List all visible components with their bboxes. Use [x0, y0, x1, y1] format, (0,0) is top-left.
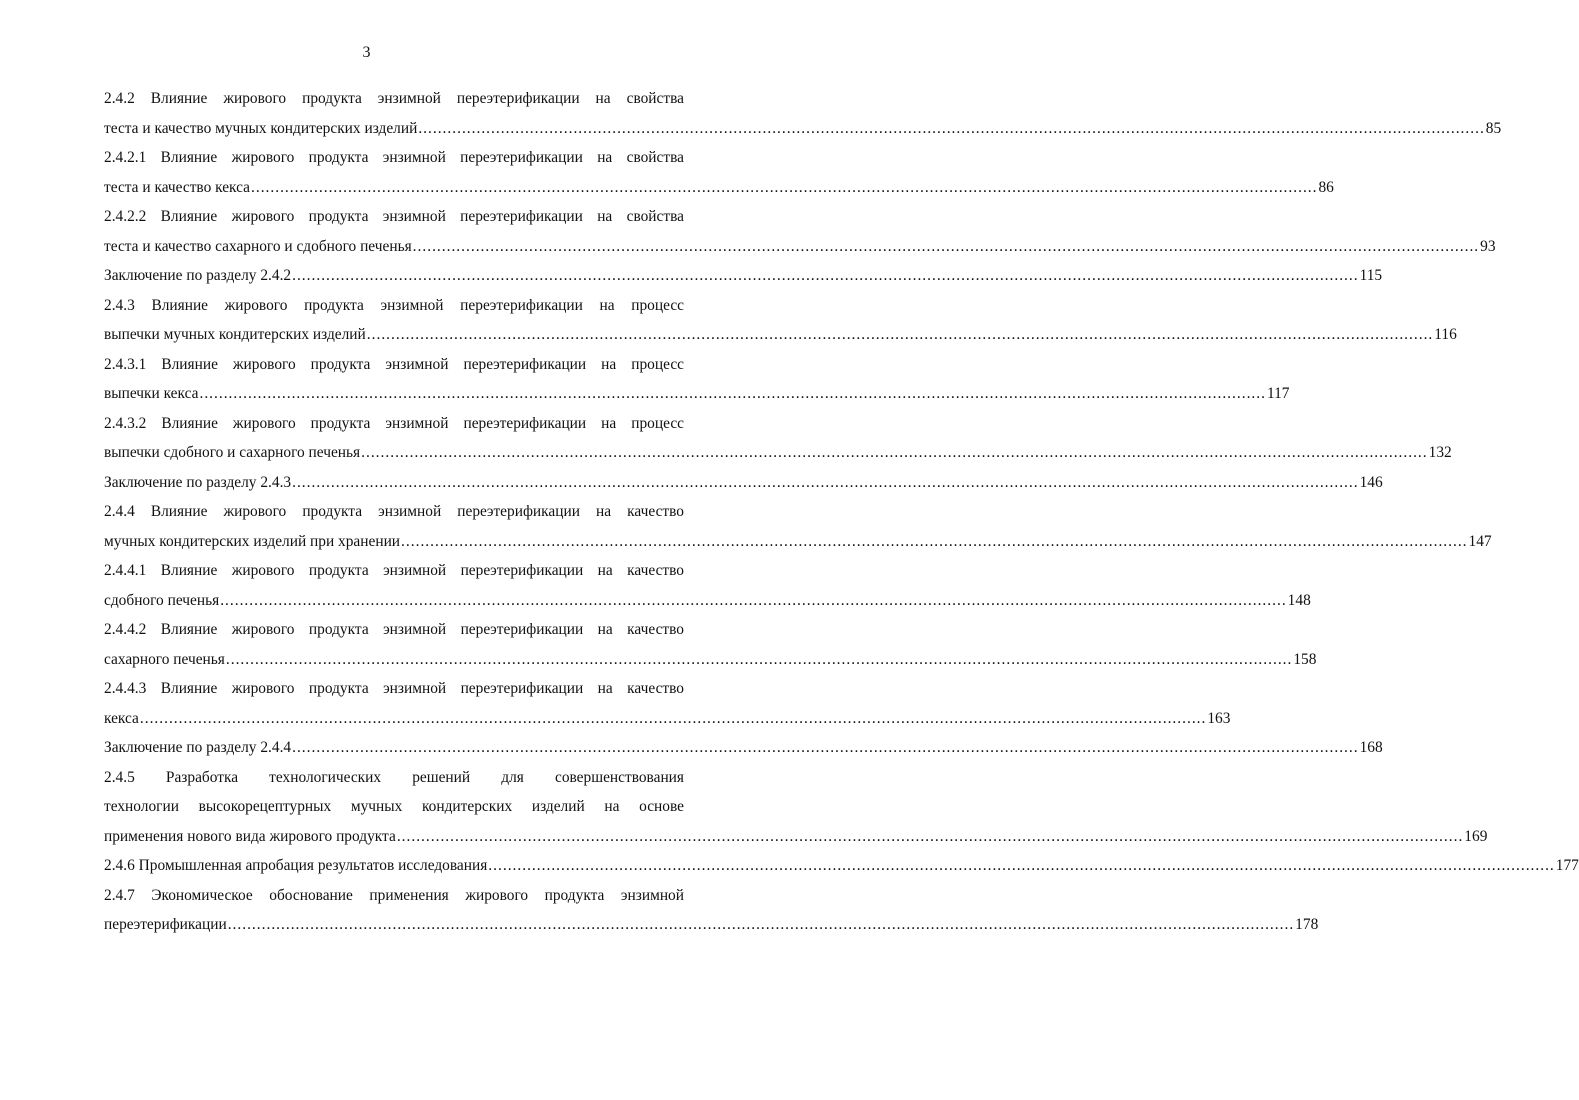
toc-entry-page-number: 168: [1359, 739, 1383, 756]
toc-entry-page-number: 115: [1359, 267, 1383, 284]
toc-entry[interactable]: [104, 733, 1383, 763]
toc-entry-last-line: [104, 114, 1502, 144]
toc-entry-title-line: Заключение по разделу 2.4.3: [104, 473, 292, 491]
toc-entry-last-line: [104, 379, 1290, 409]
toc-entry-title-line: сдобного печенья: [104, 591, 220, 609]
toc-entry-title-line: 2.4.2.1 Влияние жирового продукта энзимной переэтерификации на свойства: [104, 149, 684, 166]
toc-entry-title-line: теста и качество сахарного и сдобного печенья: [104, 237, 412, 255]
toc-entry-title-line: кекса: [104, 709, 139, 727]
toc-entry-page-number: 116: [1434, 326, 1457, 343]
toc-entry[interactable]: [104, 881, 1319, 940]
dot-leader: ............................................................................................................................................................................................................................: [139, 709, 1207, 727]
toc-entry-title-line: 2.4.3.2 Влияние жирового продукта энзимной переэтерификации на процесс: [104, 414, 684, 432]
toc-entry-last-line: [104, 851, 1579, 881]
toc-entry-page-number: 158: [1293, 650, 1317, 668]
toc-entry-page-number: 147: [1468, 532, 1492, 550]
toc-entry[interactable]: [104, 497, 1492, 556]
toc-entry-title-line: теста и качество кекса: [104, 178, 250, 196]
toc-entry-last-line: [104, 822, 1488, 852]
dot-leader: ............................................................................................................................................................................................................................: [396, 827, 1464, 845]
toc-entry-last-line: [104, 438, 1452, 468]
toc-entry[interactable]: [104, 763, 1488, 852]
dot-leader: ............................................................................................................................................................................................................................: [199, 385, 1266, 402]
toc-entry-title-line: 2.4.6 Промышленная апробация результатов исследования: [104, 857, 488, 874]
toc-entry[interactable]: [104, 202, 1496, 261]
toc-entry-page-number: 86: [1318, 178, 1334, 196]
dot-leader: ............................................................................................................................................................................................................................: [361, 444, 1428, 461]
toc-entry-title-line: выпечки кекса: [104, 385, 199, 402]
toc-entry-title-line: выпечки мучных кондитерских изделий: [104, 326, 366, 343]
table-of-contents: [104, 84, 1579, 940]
toc-entry[interactable]: [104, 556, 1311, 615]
dot-leader: ............................................................................................................................................................................................................................: [292, 267, 1359, 284]
toc-entry-page-number: 163: [1207, 709, 1231, 727]
toc-entry-page-number: 117: [1266, 385, 1290, 402]
toc-entry-page-number: 148: [1287, 591, 1311, 609]
toc-entry-title-line: 2.4.3.1 Влияние жирового продукта энзимной переэтерификации на процесс: [104, 355, 684, 373]
toc-entry-last-line: [104, 232, 1496, 262]
toc-entry-title-line: 2.4.5 Разработка технологических решений для совершенствования: [104, 768, 684, 786]
toc-entry-last-line: [104, 910, 1319, 940]
toc-entry-last-line: [104, 261, 1383, 291]
toc-entry-title-line: применения нового вида жирового продукта: [104, 827, 396, 845]
toc-entry-last-line: [104, 320, 1457, 350]
toc-entry[interactable]: [104, 615, 1317, 674]
toc-entry-title-line: 2.4.2 Влияние жирового продукта энзимной переэтерификации на свойства: [104, 90, 684, 107]
toc-entry-title-line: 2.4.7 Экономическое обоснование применения жирового продукта энзимной: [104, 886, 684, 904]
toc-entry-title-line: 2.4.4.1 Влияние жирового продукта энзимной переэтерификации на качество: [104, 562, 684, 579]
toc-entry-title-line: Заключение по разделу 2.4.4: [104, 739, 292, 756]
dot-leader: ............................................................................................................................................................................................................................: [292, 473, 1359, 491]
toc-entry-last-line: [104, 527, 1492, 557]
toc-entry-page-number: 85: [1485, 119, 1502, 137]
toc-entry-title-line: выпечки сдобного и сахарного печенья: [104, 444, 361, 461]
dot-leader: ............................................................................................................................................................................................................................: [488, 857, 1555, 874]
toc-entry-page-number: 132: [1428, 444, 1452, 461]
dot-leader: ............................................................................................................................................................................................................................: [366, 326, 1434, 343]
dot-leader: ............................................................................................................................................................................................................................: [251, 178, 1318, 196]
toc-entry-page-number: 177: [1555, 857, 1579, 874]
dot-leader: ............................................................................................................................................................................................................................: [220, 591, 1287, 609]
toc-entry-last-line: [104, 173, 1334, 203]
dot-leader: ............................................................................................................................................................................................................................: [225, 650, 1293, 668]
dot-leader: ............................................................................................................................................................................................................................: [418, 119, 1485, 137]
toc-entry-title-line: переэтерификации: [104, 916, 227, 933]
dot-leader: ............................................................................................................................................................................................................................: [227, 916, 1295, 933]
dot-leader: ............................................................................................................................................................................................................................: [401, 532, 1468, 550]
toc-entry-title-line: 2.4.4.3 Влияние жирового продукта энзимной переэтерификации на качество: [104, 680, 684, 697]
dot-leader: ............................................................................................................................................................................................................................: [292, 739, 1359, 756]
toc-entry[interactable]: [104, 261, 1383, 291]
toc-entry-last-line: [104, 645, 1317, 675]
toc-entry[interactable]: [104, 468, 1383, 498]
toc-entry-page-number: 146: [1359, 473, 1383, 491]
toc-entry-title-line: 2.4.2.2 Влияние жирового продукта энзимной переэтерификации на свойства: [104, 208, 684, 225]
toc-entry-title-line: 2.4.4 Влияние жирового продукта энзимной переэтерификации на качество: [104, 503, 684, 520]
toc-entry-title-line: Заключение по разделу 2.4.2: [104, 267, 292, 284]
toc-entry-page-number: 178: [1295, 916, 1319, 933]
toc-entry-title-line: сахарного печенья: [104, 650, 225, 668]
page-number: 3: [362, 44, 371, 61]
toc-entry-title-line: теста и качество мучных кондитерских изделий: [104, 119, 418, 137]
toc-entry[interactable]: [104, 409, 1452, 468]
toc-entry-page-number: 169: [1464, 827, 1488, 845]
toc-entry[interactable]: [104, 143, 1334, 202]
toc-entry-last-line: [104, 468, 1383, 498]
toc-entry[interactable]: [104, 674, 1231, 733]
toc-entry-title-line: мучных кондитерских изделий при хранении: [104, 532, 401, 550]
toc-entry-last-line: [104, 733, 1383, 763]
toc-entry-page-number: 93: [1480, 237, 1496, 255]
toc-entry-last-line: [104, 704, 1231, 734]
toc-entry-title-line: 2.4.3 Влияние жирового продукта энзимной переэтерификации на процесс: [104, 296, 684, 314]
toc-entry[interactable]: [104, 291, 1457, 350]
toc-entry[interactable]: [104, 851, 1579, 881]
toc-entry[interactable]: [104, 84, 1502, 143]
toc-entry-title-line: 2.4.4.2 Влияние жирового продукта энзимной переэтерификации на качество: [104, 621, 684, 638]
toc-entry[interactable]: [104, 350, 1290, 409]
toc-entry-title-line: технологии высокорецептурных мучных кондитерских изделий на основе: [104, 798, 684, 815]
dot-leader: ............................................................................................................................................................................................................................: [412, 237, 1480, 255]
toc-entry-last-line: [104, 586, 1311, 616]
